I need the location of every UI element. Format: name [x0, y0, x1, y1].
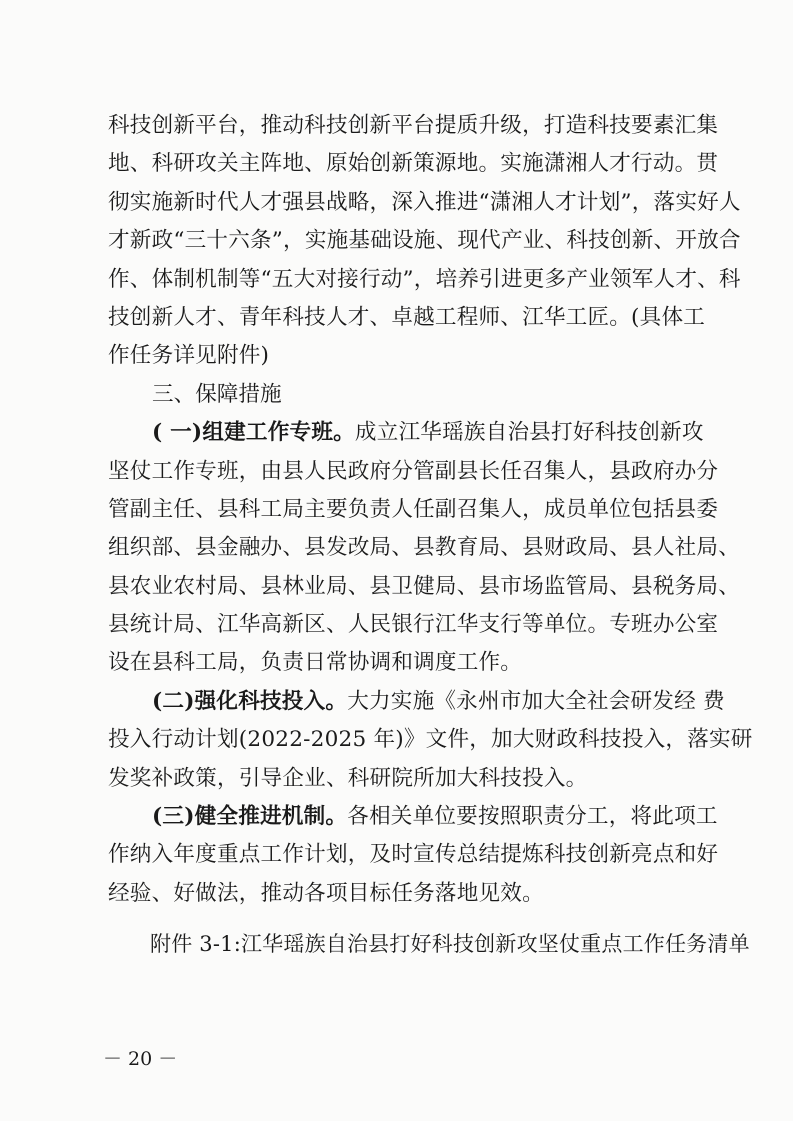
paragraph-line: 县农业农村局、县林业局、县卫健局、县市场监管局、县税务局、 — [108, 573, 741, 599]
paragraph-line: 管副主任、县科工局主要负责人任副召集人，成员单位包括县委 — [108, 496, 719, 522]
attachment-note: 附件 3-1:江华瑶族自治县打好科技创新攻坚仗重点工作任务清单 — [150, 932, 750, 956]
paragraph-line: 技创新人才、青年科技人才、卓越工程师、江华工匠。(具体工 — [108, 304, 706, 330]
page-number: － 20 － — [103, 1048, 178, 1070]
measure-title: (三)健全推进机制。 — [152, 804, 348, 830]
paragraph-line: 县统计局、江华高新区、人民银行江华支行等单位。专班办公室 — [108, 612, 719, 638]
measure-first-line — [108, 683, 725, 721]
document-body — [108, 107, 753, 913]
paragraph-line: 作、体制机制等“五大对接行动”，培养引进更多产业领军人才、科 — [108, 266, 741, 292]
paragraph-line: 作纳入年度重点工作计划，及时宣传总结提炼科技创新亮点和好 — [108, 842, 719, 868]
section-heading: 三、保障措施 — [152, 381, 282, 407]
paragraph-line: 科技创新平台，推动科技创新平台提质升级，打造科技要素汇集 — [108, 113, 719, 138]
measure-text: 各相关单位要按照职责分工，将此项工 — [347, 804, 718, 830]
measure-title: (二)强化科技投入。 — [152, 688, 348, 714]
paragraph-line: 坚仗工作专班，由县人民政府分管副县长任召集人，县政府办分 — [108, 458, 719, 484]
paragraph-line: 组织部、县金融办、县发改局、县教育局、县财政局、县人社局、 — [108, 535, 741, 561]
paragraph-line: 经验、好做法，推动各项目标任务落地见效。 — [108, 880, 544, 906]
measure-title: ( 一)组建工作专班。 — [152, 420, 355, 446]
paragraph-line: 才新政“三十六条”，实施基础设施、现代产业、科技创新、开放合 — [108, 228, 741, 254]
measure-first-line — [108, 414, 702, 452]
paragraph-line: 地、科研攻关主阵地、原始创新策源地。实施潇湘人才行动。贯 — [108, 151, 719, 177]
paragraph-line: 投入行动计划(2022-2025 年)》文件，加大财政科技投入，落实研 — [108, 727, 753, 753]
paragraph-line: 彻实施新时代人才强县战略，深入推进“潇湘人才计划”，落实好人 — [108, 189, 741, 215]
paragraph-line: 作任务详见附件) — [108, 343, 270, 369]
measure-text: 成立江华瑶族自治县打好科技创新攻 — [354, 420, 704, 446]
measure-text: 大力实施《永州市加大全社会研发经 费 — [347, 688, 725, 714]
measure-first-line — [108, 798, 718, 836]
paragraph-line: 发奖补政策，引导企业、科研院所加大科技投入。 — [108, 765, 588, 791]
paragraph-line: 设在县科工局，负责日常协调和调度工作。 — [108, 650, 523, 676]
